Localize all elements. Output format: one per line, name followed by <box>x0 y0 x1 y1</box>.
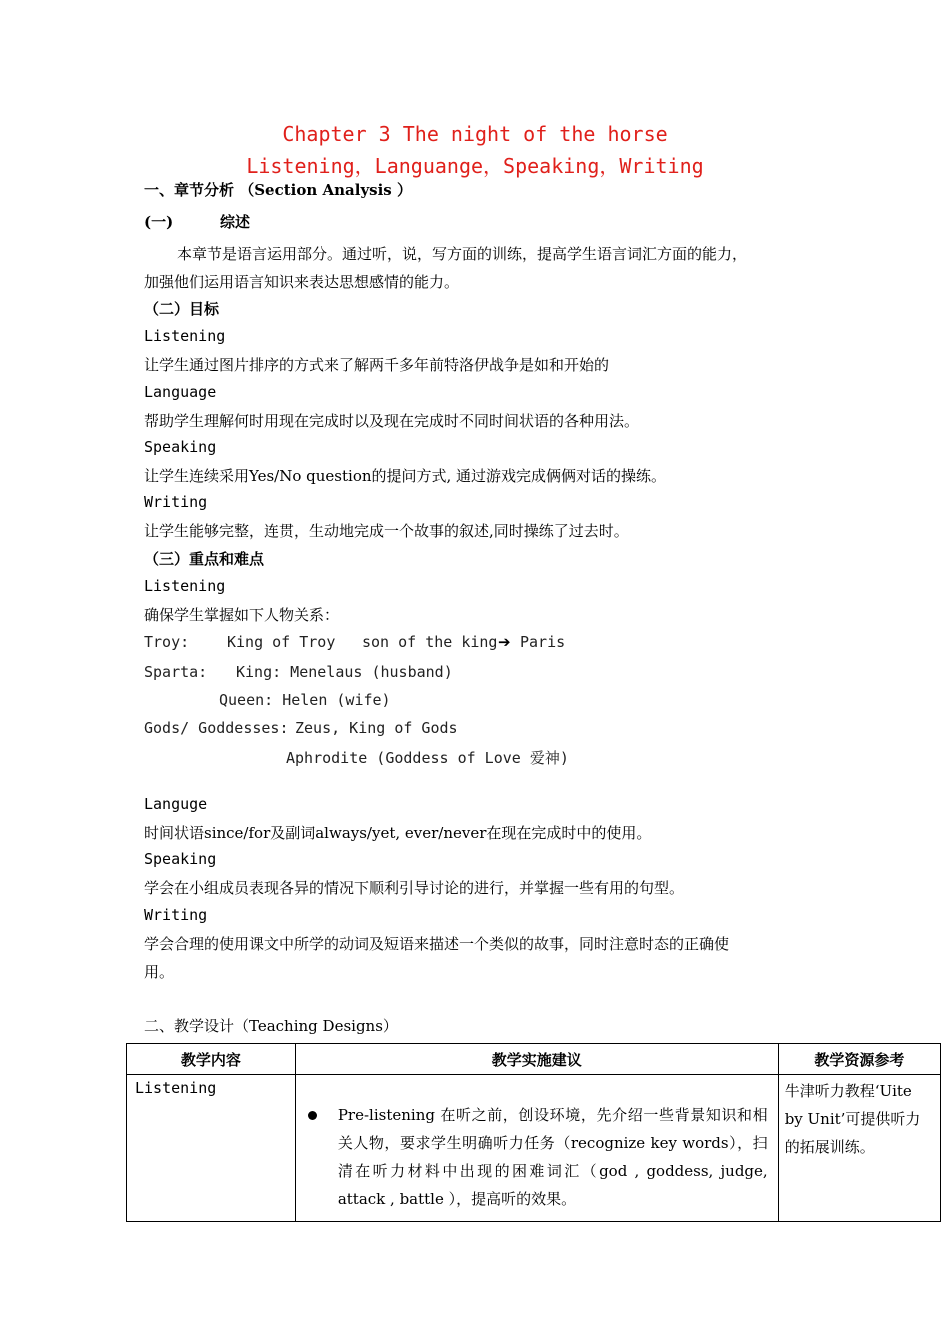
goal-writing-label: Writing <box>144 493 208 511</box>
relation-troy-label: Troy: <box>144 633 190 651</box>
relation-troy-paris: Paris <box>520 633 566 651</box>
relation-troy-king: King of Troy <box>227 633 336 651</box>
table-header-content: 教学内容 <box>127 1044 296 1075</box>
key-writing-text: 学会合理的使用课文中所学的动词及短语来描述一个类似的故事，同时注意时态的正确使 <box>144 935 730 953</box>
relation-sparta-label: Sparta: <box>144 663 208 681</box>
document-title-line2: Listening，Languange，Speaking，Writing <box>246 154 704 178</box>
section1-heading: 一、章节分析 （Section Analysis ） <box>144 181 412 199</box>
goals-heading: （二）目标 <box>144 300 220 318</box>
key-listening-label: Listening <box>144 577 226 595</box>
overview-label: (一) <box>144 213 174 231</box>
arrow-icon: ➔ <box>498 633 511 651</box>
key-heading: （三）重点和难点 <box>144 550 265 568</box>
table-cell-resource: 牛津听力教程‘Uite by Unit’可提供听力的拓展训练。 <box>778 1075 940 1222</box>
overview-title: 综述 <box>220 213 251 231</box>
key-speaking-text: 学会在小组成员表现各异的情况下顺利引导讨论的进行，并掌握一些有用的句型。 <box>144 879 685 897</box>
relation-gods-aphrodite: Aphrodite (Goddess of Love 爱神) <box>286 749 569 767</box>
table-row <box>127 1075 941 1222</box>
goal-listening-label: Listening <box>144 327 226 345</box>
key-listening-intro: 确保学生掌握如下人物关系： <box>144 606 340 624</box>
relation-gods-zeus: Zeus, King of Gods <box>295 719 458 737</box>
bullet-icon <box>308 1111 317 1120</box>
table-header-suggestion: 教学实施建议 <box>295 1044 778 1075</box>
teaching-design-table <box>126 1043 941 1222</box>
key-writing-label: Writing <box>144 906 208 924</box>
table-header-row <box>127 1044 941 1075</box>
overview-text-line1: 本章节是语言运用部分。通过听，说，写方面的训练，提高学生语言词汇方面的能力， <box>177 245 748 263</box>
key-speaking-label: Speaking <box>144 850 217 868</box>
table-header-resource: 教学资源参考 <box>778 1044 940 1075</box>
goal-speaking-text: 让学生连续采用Yes/No question的提问方式, 通过游戏完成俩俩对话的操练。 <box>144 467 667 485</box>
goal-speaking-label: Speaking <box>144 438 217 456</box>
goal-writing-text: 让学生能够完整，连贯，生动地完成一个故事的叙述,同时操练了过去时。 <box>144 522 629 540</box>
relation-sparta-queen: Queen: Helen (wife) <box>219 691 391 709</box>
goal-language-label: Language <box>144 383 217 401</box>
relation-sparta-king: King: Menelaus (husband) <box>236 663 453 681</box>
section2-heading: 二、教学设计（Teaching Designs） <box>144 1017 398 1035</box>
goal-listening-text: 让学生通过图片排序的方式来了解两千多年前特洛伊战争是如和开始的 <box>144 356 610 374</box>
relation-troy-son: son of the king <box>362 633 498 651</box>
goal-language-text: 帮助学生理解何时用现在完成时以及现在完成时不同时间状语的各种用法。 <box>144 412 640 430</box>
relation-gods-label: Gods/ Goddesses: <box>144 719 289 737</box>
key-writing-text-cont: 用。 <box>144 963 175 981</box>
document-title-line1: Chapter 3 The night of the horse <box>282 122 668 146</box>
suggestion-text: Pre-listening 在听之前，创设环境，先介绍一些背景知识和相关人物，要求学生明确听力任务（recognize key words），扫清在听力材料中出现的困难词汇（god , goddess, judge, attack , battle ），提高听的效果。 <box>337 1106 768 1208</box>
table-cell-suggestion <box>295 1075 778 1222</box>
table-cell-content: Listening <box>127 1075 296 1222</box>
key-languge-text: 时间状语since/for及副词always/yet, ever/never在现在完成时中的使用。 <box>144 824 652 842</box>
key-languge-label: Languge <box>144 795 208 813</box>
overview-text-line2: 加强他们运用语言知识来表达思想感情的能力。 <box>144 273 460 291</box>
